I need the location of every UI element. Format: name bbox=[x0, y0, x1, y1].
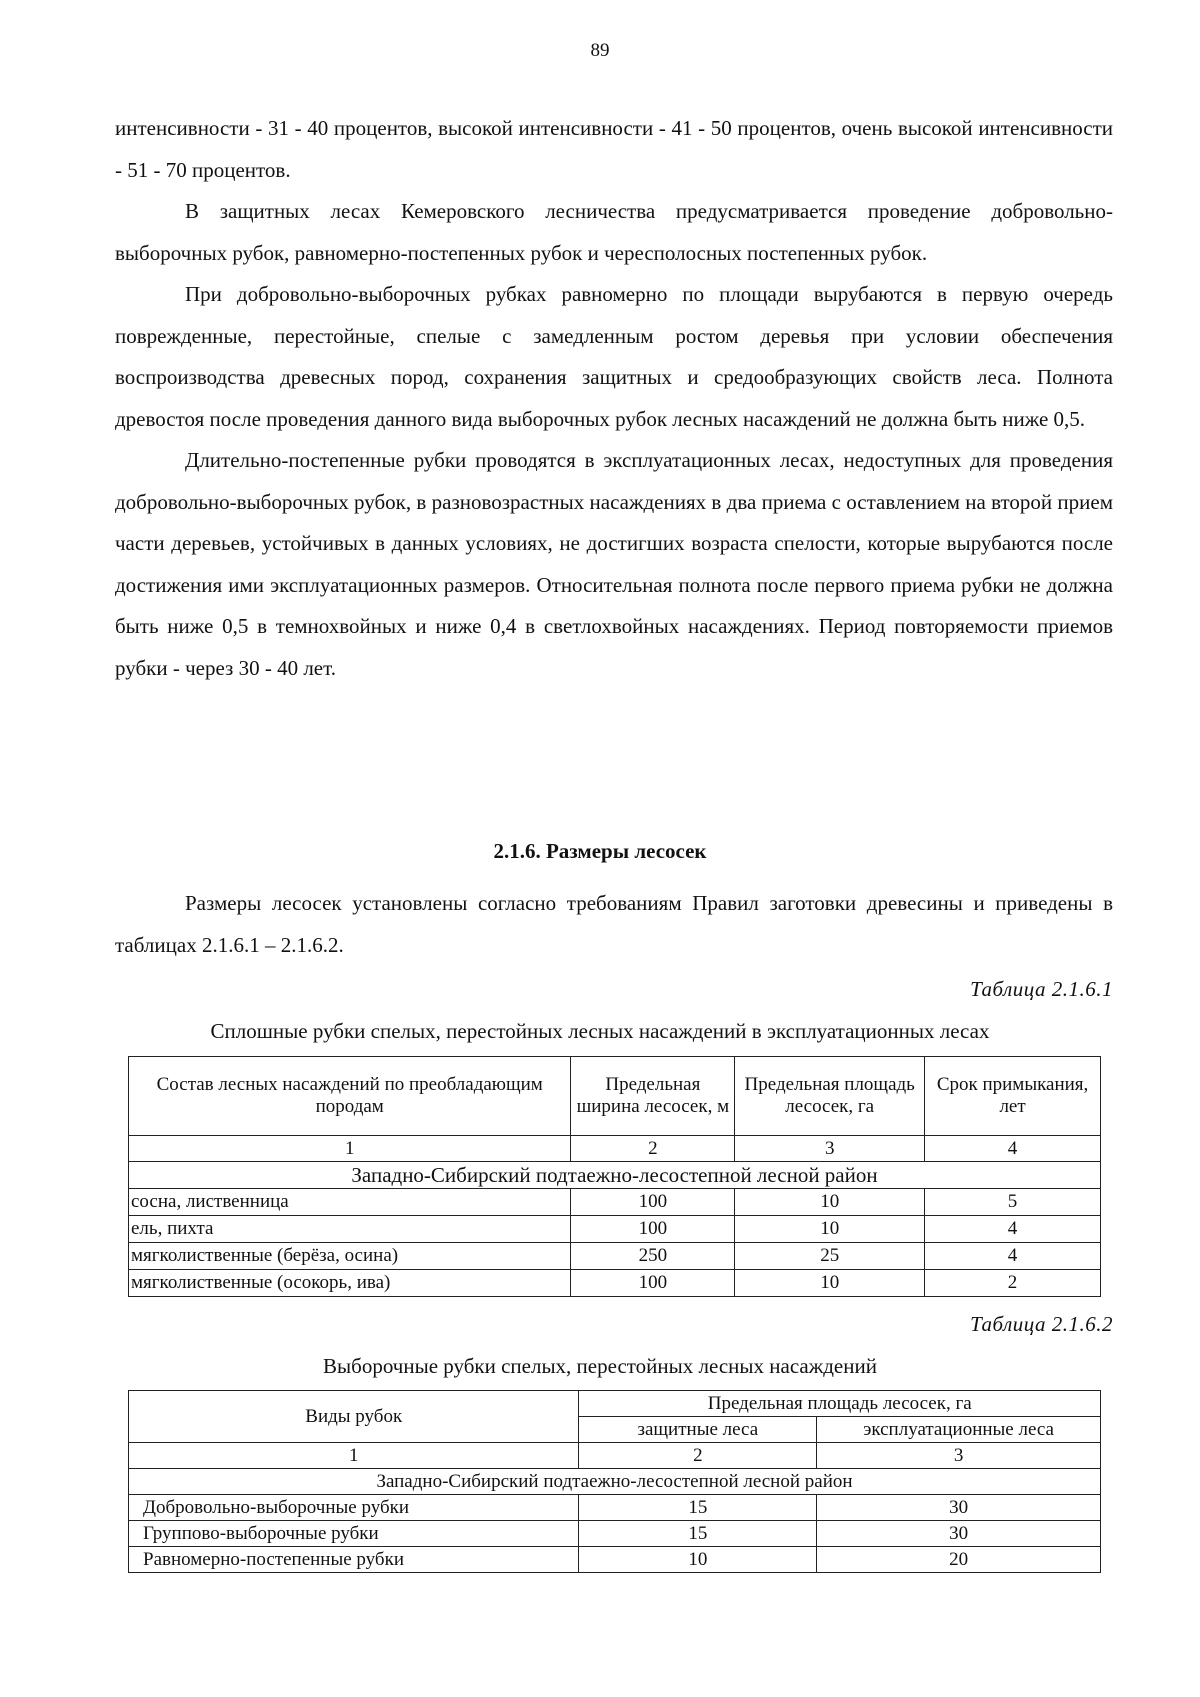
cell-protective: 10 bbox=[579, 1547, 817, 1573]
column-number-row bbox=[129, 1136, 1101, 1162]
table-row bbox=[129, 1495, 1101, 1521]
table-row bbox=[129, 1547, 1101, 1573]
header-cell: Состав лесных насаждений по преобладающим породам bbox=[129, 1057, 571, 1136]
region-cell: Западно-Сибирский подтаежно-лесостепной лесной район bbox=[129, 1469, 1101, 1495]
cell-protective: 15 bbox=[579, 1521, 817, 1547]
table2-label: Таблица 2.1.6.2 bbox=[970, 1312, 1113, 1336]
cell-area: 10 bbox=[735, 1216, 925, 1243]
table1-label: Таблица 2.1.6.1 bbox=[970, 977, 1113, 1001]
column-number-row bbox=[129, 1443, 1101, 1469]
cell-term: 4 bbox=[925, 1243, 1101, 1270]
table-header-row bbox=[129, 1057, 1101, 1136]
column-number: 1 bbox=[129, 1136, 571, 1162]
cell-width: 100 bbox=[571, 1270, 735, 1297]
cell-area: 10 bbox=[735, 1189, 925, 1216]
column-number: 1 bbox=[129, 1443, 579, 1469]
cell-species: мягколиственные (берёза, осина) bbox=[129, 1243, 571, 1270]
table-row bbox=[129, 1521, 1101, 1547]
cell-area: 25 bbox=[735, 1243, 925, 1270]
table2-title: Выборочные рубки спелых, перестойных лесных насаждений bbox=[323, 1354, 877, 1378]
paragraph: интенсивности - 31 - 40 процентов, высокой интенсивности - 41 - 50 процентов, очень высокой интенсивности - 51 - 70 процентов. bbox=[115, 116, 1113, 182]
paragraph: В защитных лесах Кемеровского лесничества предусматривается проведение добровольно-выборочных рубок, равномерно-постепенных рубок и чересполосных постепенных рубок. bbox=[115, 199, 1113, 265]
header-cell: Предельная площадь лесосек, га bbox=[735, 1057, 925, 1136]
cell-species: сосна, лиственница bbox=[129, 1189, 571, 1216]
table1 bbox=[128, 1056, 1101, 1297]
cell-term: 2 bbox=[925, 1270, 1101, 1297]
table-row bbox=[129, 1243, 1101, 1270]
header-cell: эксплуатационные леса bbox=[817, 1417, 1101, 1443]
column-number: 3 bbox=[735, 1136, 925, 1162]
cell-cut-type: Группово-выборочные рубки bbox=[129, 1521, 579, 1547]
cell-species: мягколиственные (осокорь, ива) bbox=[129, 1270, 571, 1297]
cell-exploitation: 20 bbox=[817, 1547, 1101, 1573]
cell-cut-type: Равномерно-постепенные рубки bbox=[129, 1547, 579, 1573]
region-row bbox=[129, 1469, 1101, 1495]
region-row bbox=[129, 1162, 1101, 1189]
cell-width: 250 bbox=[571, 1243, 735, 1270]
section-lead: Размеры лесосек установлены согласно требованиям Правил заготовки древесины и приведены в таблицах 2.1.6.1 – 2.1.6.2. bbox=[115, 891, 1113, 957]
table1-title: Сплошные рубки спелых, перестойных лесных насаждений в эксплуатационных лесах bbox=[210, 1019, 990, 1043]
table-row bbox=[129, 1270, 1101, 1297]
paragraph: При добровольно-выборочных рубках равномерно по площади вырубаются в первую очередь поврежденные, перестойные, спелые с замедленным ростом деревья при условии обеспечения воспроизводства древесных пород, сохранения защитных и средообразующих свойств леса. Полнота древостоя после проведения данного вида выборочных рубок лесных насаждений не должна быть ниже 0,5. bbox=[115, 282, 1113, 431]
body-text bbox=[115, 108, 1113, 689]
table-header-row bbox=[129, 1391, 1101, 1417]
table-row bbox=[129, 1216, 1101, 1243]
cell-species: ель, пихта bbox=[129, 1216, 571, 1243]
cell-cut-type: Добровольно-выборочные рубки bbox=[129, 1495, 579, 1521]
cell-term: 5 bbox=[925, 1189, 1101, 1216]
table-row bbox=[129, 1189, 1101, 1216]
cell-term: 4 bbox=[925, 1216, 1101, 1243]
header-cell: Срок примыкания, лет bbox=[925, 1057, 1101, 1136]
paragraph: Длительно-постепенные рубки проводятся в эксплуатационных лесах, недоступных для проведения добровольно-выборочных рубок, в разновозрастных насаждениях в два приема с оставлением на второй прием части деревьев, устойчивых в данных условиях, не достигших возраста спелости, которые вырубаются после достижения ими эксплуатационных размеров. Относительная полнота после первого приема рубки не должна быть ниже 0,5 в темнохвойных и ниже 0,4 в светлохвойных насаждениях. Период повторяемости приемов рубки - через 30 - 40 лет. bbox=[115, 448, 1113, 680]
column-number: 2 bbox=[571, 1136, 735, 1162]
column-number: 2 bbox=[579, 1443, 817, 1469]
cell-width: 100 bbox=[571, 1216, 735, 1243]
header-cell: Виды рубок bbox=[129, 1391, 579, 1443]
cell-exploitation: 30 bbox=[817, 1521, 1101, 1547]
header-cell: Предельная ширина лесосек, м bbox=[571, 1057, 735, 1136]
cell-area: 10 bbox=[735, 1270, 925, 1297]
cell-width: 100 bbox=[571, 1189, 735, 1216]
section-heading: 2.1.6. Размеры лесосек bbox=[493, 839, 707, 863]
header-cell: Предельная площадь лесосек, га bbox=[579, 1391, 1101, 1417]
column-number: 4 bbox=[925, 1136, 1101, 1162]
page-number: 89 bbox=[590, 40, 610, 61]
column-number: 3 bbox=[817, 1443, 1101, 1469]
cell-protective: 15 bbox=[579, 1495, 817, 1521]
cell-exploitation: 30 bbox=[817, 1495, 1101, 1521]
header-cell: защитные леса bbox=[579, 1417, 817, 1443]
region-cell: Западно-Сибирский подтаежно-лесостепной лесной район bbox=[129, 1162, 1101, 1189]
table2 bbox=[128, 1390, 1101, 1573]
